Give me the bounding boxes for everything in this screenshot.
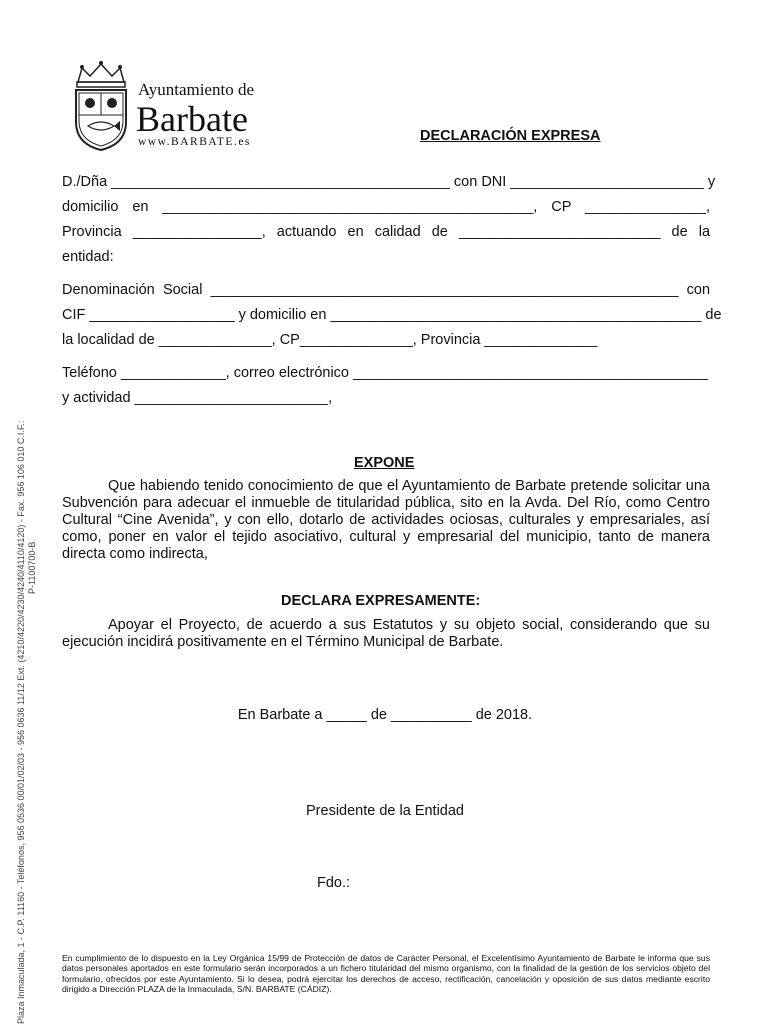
field-label-provincia: Provincia [62, 224, 122, 240]
field-label-denomination: Denominación [62, 282, 155, 298]
field-label-dni: con DNI [453, 174, 507, 190]
field-label-social: Social [162, 282, 203, 298]
signature-label: Fdo.: [317, 875, 351, 891]
word: de [671, 224, 688, 240]
word: de [431, 224, 448, 240]
sidebar-address [16, 421, 38, 1024]
field-blank-capacity[interactable]: _________________________ [458, 224, 661, 240]
date-line[interactable]: En Barbate a _____ de __________ de 2018. [237, 707, 533, 723]
logo-line-1: Ayuntamiento de [138, 80, 254, 99]
declara-text: Apoyar el Proyecto, de acuerdo a sus Estatutos y su objeto social, considerando que su ejecución incidirá positivamente en el Término Municipal de Barbate. [62, 617, 710, 650]
form-row-name [62, 173, 716, 191]
declara-heading: DECLARA EXPRESAMENTE: [281, 593, 481, 609]
form-row-denomination [62, 281, 710, 299]
logo-line-3: www.BARBATE.es [138, 136, 251, 148]
expone-paragraph [62, 478, 710, 563]
municipal-logo [70, 60, 270, 155]
sidebar-cif-line: P-1100700-B [27, 541, 37, 594]
field-label-cp: CP [551, 199, 572, 215]
expone-text: Que habiendo tenido conocimiento de que el Ayuntamiento de Barbate pretende solicitar una Subvención para adecuar el inmueble de titularidad pública, sito en la Avda. Del Río, como Centro Cultural “Cine Avenida”, y con ello, dotarlo de actividades ociosas, culturales y empresariales, así como, poner en valor el tejido asociativo, cultural y empresarial del municipio, tanto de manera directa como indirecta, [62, 478, 710, 562]
expone-heading: EXPONE [354, 455, 415, 471]
field-blank-dni[interactable]: ________________________ [510, 174, 704, 190]
declara-paragraph [62, 617, 710, 651]
field-blank-provincia[interactable]: ________________, [132, 224, 266, 240]
word: en [347, 224, 364, 240]
form-row-address [62, 198, 710, 216]
form-row-entity: entidad: [62, 249, 114, 265]
form-row-activity[interactable]: y actividad ________________________, [62, 390, 333, 406]
president-label: Presidente de la Entidad [306, 803, 464, 819]
field-blank-name[interactable]: __________________________________________ [111, 174, 450, 190]
page-title: DECLARACIÓN EXPRESA [420, 128, 601, 144]
form-row-locality[interactable]: la localidad de ______________, CP______________, Provincia ______________ [62, 332, 598, 348]
word: actuando [276, 224, 337, 240]
field-label-en: en [132, 199, 149, 215]
field-blank-cp[interactable]: _______________, [585, 199, 710, 215]
field-blank-denomination[interactable]: __________________________________________________________ [210, 282, 679, 298]
privacy-footer: En cumplimiento de lo dispuesto en la Ley Orgánica 15/99 de Protección de datos de Carácter Personal, el Excelentísimo Ayuntamiento de Barbate le informa que sus datos personales aportados en este formulario serán incorporados a un fichero titularidad del mismo organismo, con la finalidad de la gestión de los servicios objeto del formulario, ofrecidos por este Ayuntamiento. Si lo desea, podrá ejercitar los derechos de acceso, rectificación, cancelación y oposición de sus datos mediante escrito dirigido a Dirección PLAZA de la Inmaculada, S/N. BARBATE (CÁDIZ). [62, 953, 710, 995]
word: con [686, 282, 711, 298]
form-row-cif[interactable]: CIF __________________ y domicilio en ______________________________________________ de [62, 307, 722, 323]
word: calidad [374, 224, 421, 240]
conjunction: y [707, 174, 716, 190]
field-label-name: D./Dña [62, 174, 108, 190]
form-row-phone[interactable]: Teléfono _____________, correo electrónico ____________________________________________ [62, 365, 708, 381]
coat-of-arms-icon [70, 60, 132, 152]
form-row-province [62, 223, 710, 241]
field-label-domicilio: domicilio [62, 199, 119, 215]
word: la [698, 224, 711, 240]
sidebar-address-line: Plaza Inmaculada, 1 - C.P. 11160 - Teléfonos, 956 0536 00/01/02/03 - 956 0636 11/12 Ext. (4210/4220/4230/4240/4110/4120) - Fax. 956 106 010 C.I.F.: [16, 420, 26, 1024]
logo-line-2: Barbate [136, 99, 248, 139]
field-blank-address[interactable]: ______________________________________________, [162, 199, 538, 215]
